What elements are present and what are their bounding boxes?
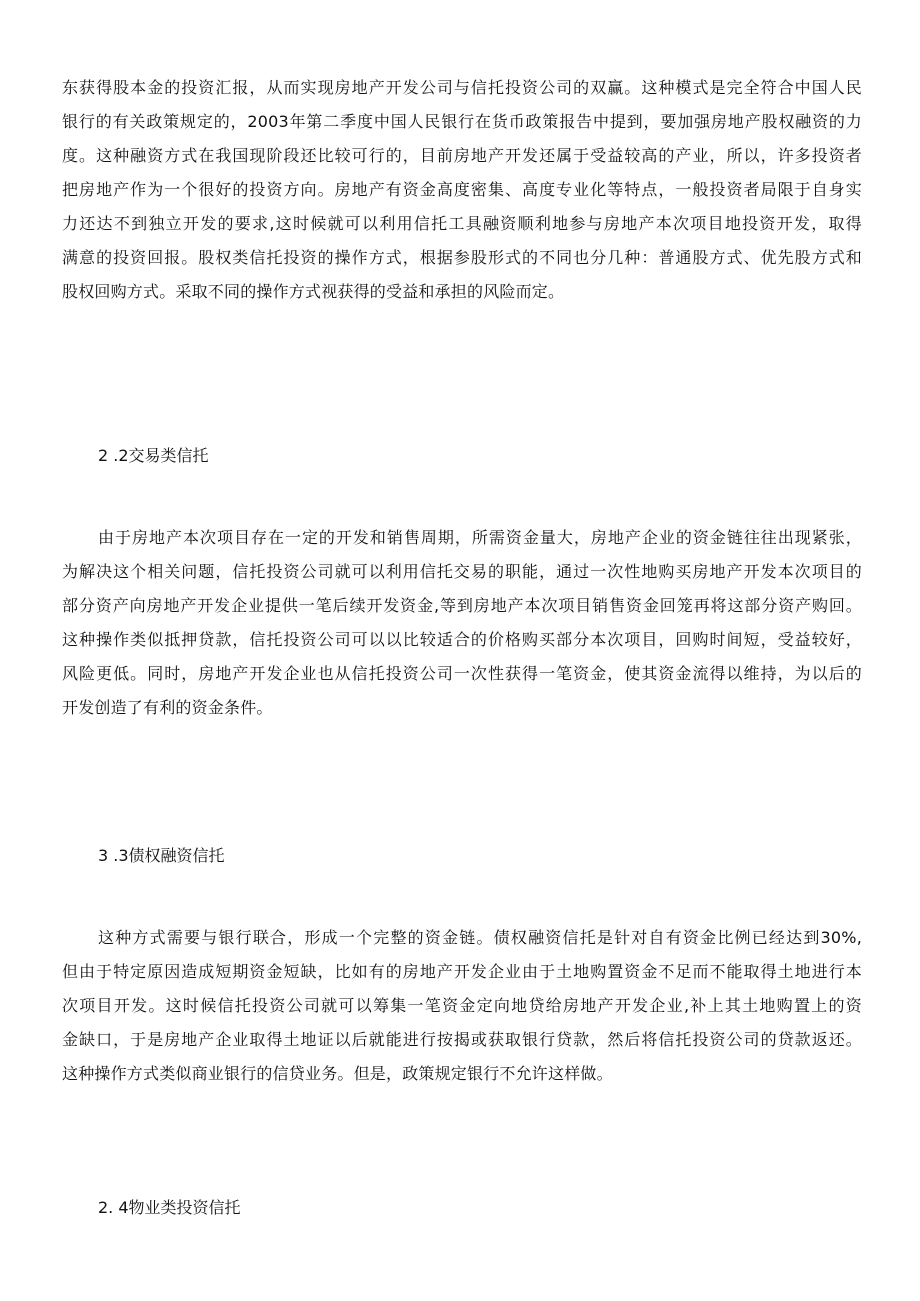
text-line: 这种方式需要与银行联合，形成一个完整的资金链。债权融资信托是针对自有资金比例已经达到30%, [98,928,862,947]
text-line: 满意的投资回报。股权类信托投资的操作方式，根据参股形式的不同也分几种：普通股方式、优先股方式和 [62,248,862,267]
text-line: 把房地产作为一个很好的投资方向。房地产有资金高度密集、高度专业化等特点，一般投资者局限于自身实 [62,180,862,199]
text-line: 部分资产向房地产开发企业提供一笔后续开发资金,等到房地产本次项目销售资金回笼再将这部分资产购回。 [62,596,862,615]
text-line: 银行的有关政策规定的，2003年第二季度中国人民银行在货币政策报告中提到，要加强房地产股权融资的力 [62,112,862,131]
text-line: 股权回购方式。采取不同的操作方式视获得的受益和承担的风险而定。 [62,282,565,301]
section-heading-2-4: 2. 4物业类投资信托 [98,1198,241,1217]
paragraph-transaction-trust [62,521,862,725]
paragraph-debt-financing-trust [62,921,862,1091]
section-heading-3-3: 3 .3债权融资信托 [98,846,225,865]
text-line: 金缺口，于是房地产企业取得土地证以后就能进行按揭或获取银行贷款，然后将信托投资公司的贷款返还。 [62,1030,862,1049]
text-line: 开发创造了有利的资金条件。 [62,698,273,717]
paragraph-equity-trust [62,71,862,309]
text-line: 力还达不到独立开发的要求,这时候就可以利用信托工具融资顺利地参与房地产本次项目地投资开发，取得 [62,214,862,233]
text-line: 但由于特定原因造成短期资金短缺，比如有的房地产开发企业由于土地购置资金不足而不能取得土地进行本 [62,962,862,981]
text-line: 为解决这个相关问题，信托投资公司就可以利用信托交易的职能，通过一次性地购买房地产开发本次项目的 [62,562,862,581]
text-line: 次项目开发。这时候信托投资公司就可以筹集一笔资金定向地贷给房地产开发企业,补上其土地购置上的资 [62,996,862,1015]
section-heading-2-2: 2 .2交易类信托 [98,446,209,465]
text-line: 由于房地产本次项目存在一定的开发和销售周期，所需资金量大，房地产企业的资金链往往出现紧张， [98,528,862,547]
text-line: 度。这种融资方式在我国现阶段还比较可行的，目前房地产开发还属于受益较高的产业，所以，许多投资者 [62,146,862,165]
text-line: 这种操作方式类似商业银行的信贷业务。但是，政策规定银行不允许这样做。 [62,1064,613,1083]
text-line: 东获得股本金的投资汇报，从而实现房地产开发公司与信托投资公司的双赢。这种模式是完全符合中国人民 [62,78,862,97]
text-line: 这种操作类似抵押贷款，信托投资公司可以以比较适合的价格购买部分本次项目，回购时间短，受益较好， [62,630,862,649]
text-line: 风险更低。同时，房地产开发企业也从信托投资公司一次性获得一笔资金，使其资金流得以维持，为以后的 [62,664,862,683]
